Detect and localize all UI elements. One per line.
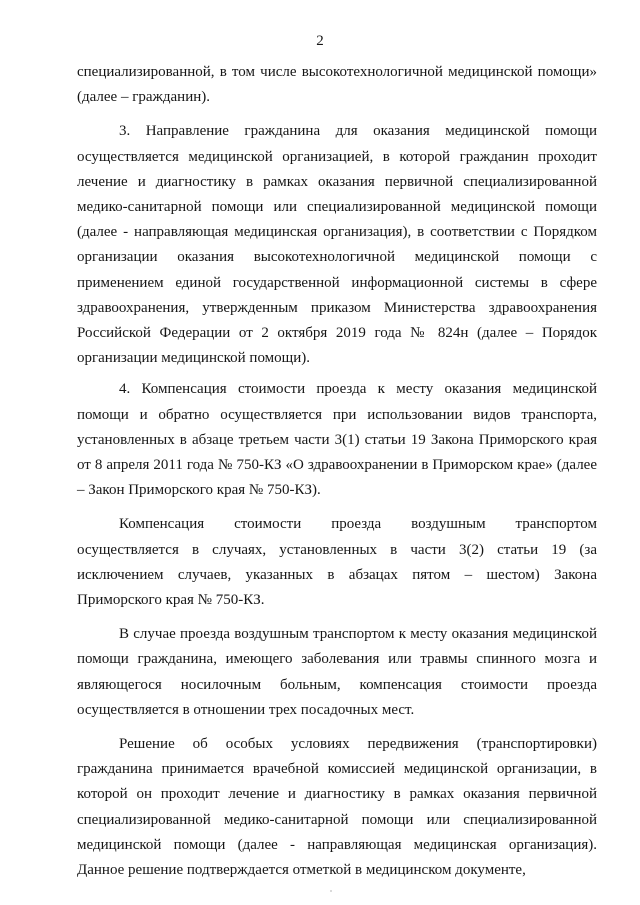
paragraph-item-3: 3. Направление гражданина для оказания медицинской помощи осуществляется медицинской организацией, в которой гражданин проходит лечение и диагностику в рамках оказания первичной специализированной медико-санитарной помощи или специализированной медицинской помощи (далее - направляющая медицинская организация), в соответствии с Порядком организации оказания высокотехнологичной медицинской помощи с применением единой государственной информационной системы в сфере здравоохранения, утвержденным приказом Министерства здравоохранения Российской Федерации от 2 октября 2019 года № 824н (далее – Порядок организации медицинской помощи). bbox=[77, 123, 597, 367]
document-body bbox=[77, 60, 597, 883]
scan-speck bbox=[330, 890, 332, 892]
paragraph-air-transport: Компенсация стоимости проезда воздушным транспортом осуществляется в случаях, установленных в части 3(2) статьи 19 (за исключением случаев, указанных в абзацах пятом – шестом) Закона Приморского края № 750-КЗ. bbox=[77, 516, 597, 609]
paragraph-special-conditions: Решение об особых условиях передвижения (транспортировки) гражданина принимается врачебной комиссией медицинской организации, в которой он проходит лечение и диагностику в рамках оказания первичной специализированной медико-санитарной помощи или специализированной медицинской помощи (далее - направляющая медицинская организация). Данное решение подтверждается отметкой в медицинском документе, bbox=[77, 736, 597, 879]
page-number: 2 bbox=[316, 33, 324, 49]
paragraph-continuation: специализированной, в том числе высокотехнологичной медицинской помощи» (далее – гражданин). bbox=[77, 64, 597, 106]
paragraph-stretcher-patient: В случае проезда воздушным транспортом к месту оказания медицинской помощи гражданина, имеющего заболевания или травмы спинного мозга и являющегося носилочным больным, компенсация стоимости проезда осуществляется в отношении трех посадочных мест. bbox=[77, 626, 597, 718]
paragraph-item-4: 4. Компенсация стоимости проезда к месту оказания медицинской помощи и обратно осуществляется при использовании видов транспорта, установленных в абзаце третьем части 3(1) статьи 19 Закона Приморского края от 8 апреля 2011 года № 750-КЗ «О здравоохранении в Приморском крае» (далее – Закон Приморского края № 750-КЗ). bbox=[77, 381, 597, 499]
